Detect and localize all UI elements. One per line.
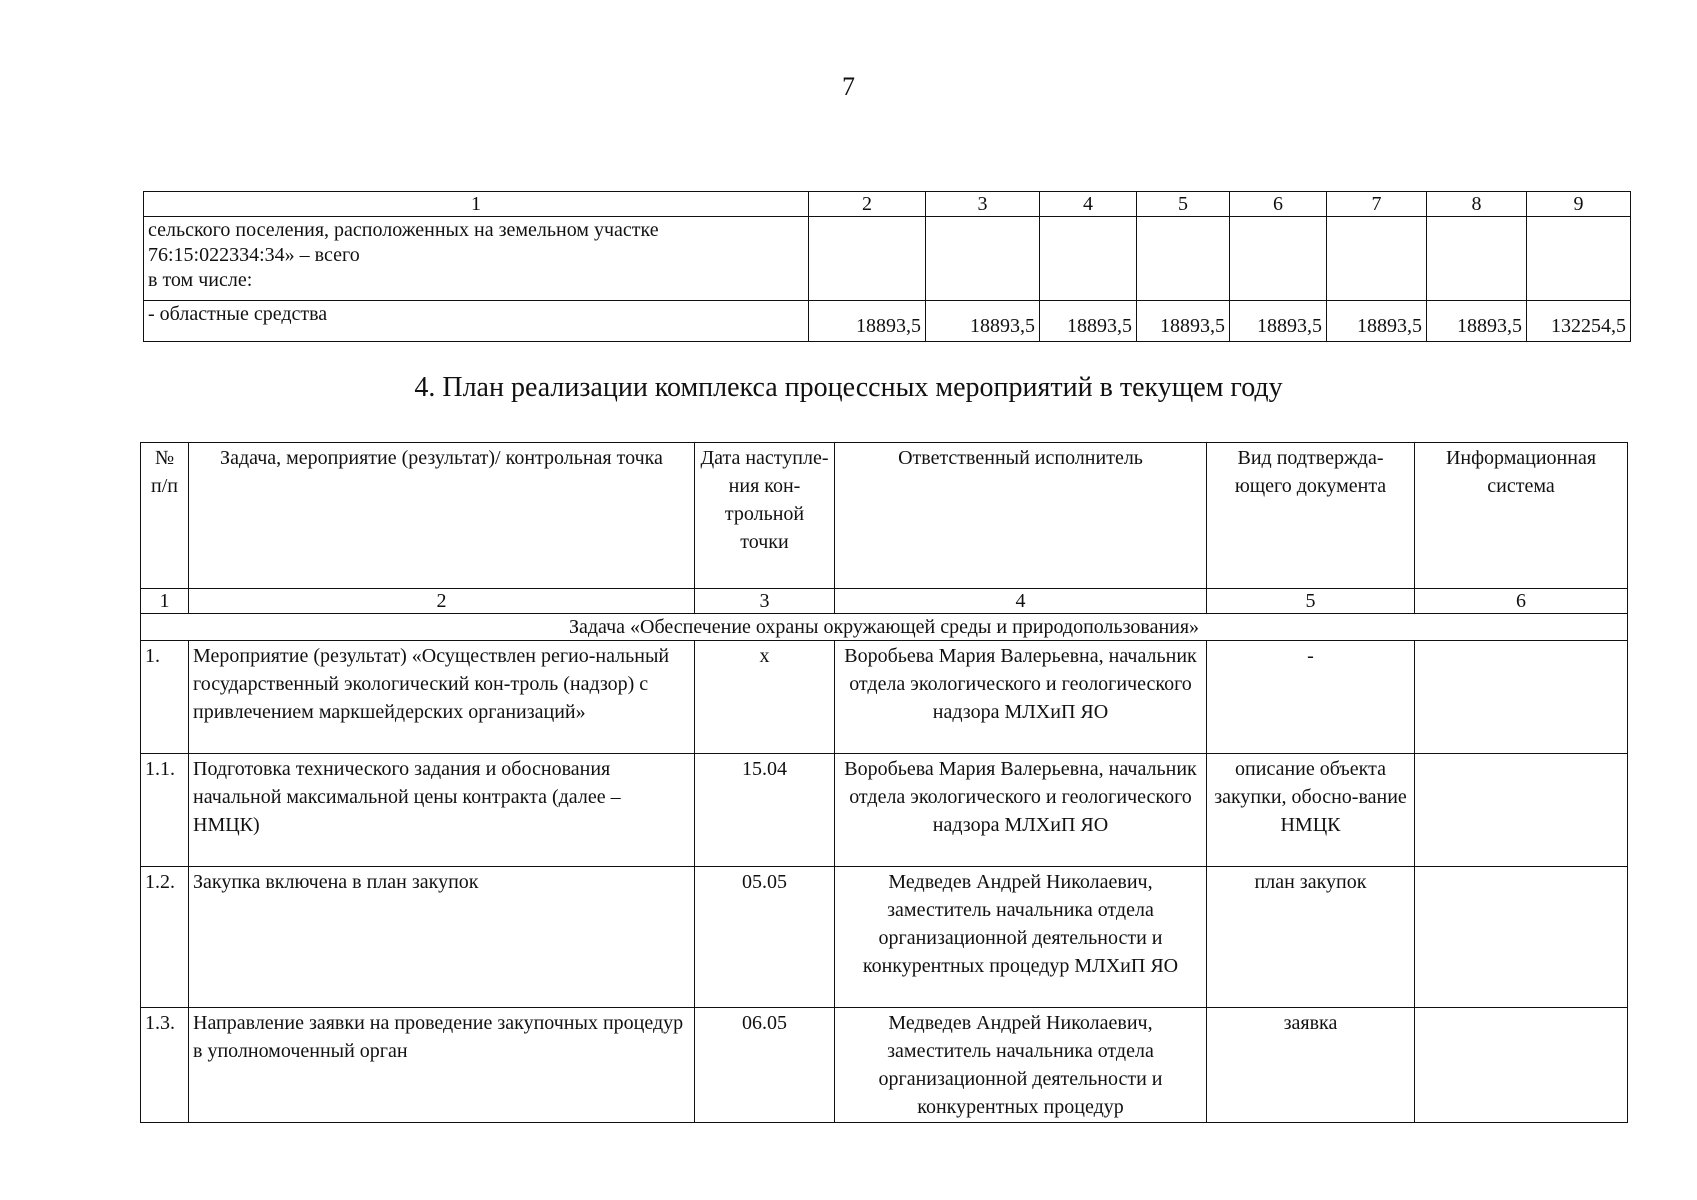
row-date: 15.04 xyxy=(695,754,835,867)
row-responsible: Медведев Андрей Николаевич, заместитель начальника отдела организационной деятельности и конкурентных процедур МЛХиП ЯО xyxy=(835,867,1207,1008)
funding-value: 18893,5 xyxy=(1137,301,1230,342)
empty-cell xyxy=(1040,217,1137,301)
header-cell: 6 xyxy=(1230,192,1327,217)
funding-label: - областные средства xyxy=(144,301,809,342)
row-task: Мероприятие (результат) «Осуществлен регио-нальный государственный экологический кон-троль (надзор) с привлечением маркшейдерских организаций» xyxy=(189,641,695,754)
plan-row xyxy=(141,867,1628,1008)
funding-value: 18893,5 xyxy=(926,301,1040,342)
section-title: 4. План реализации комплекса процессных мероприятий в текущем году xyxy=(414,372,1283,403)
header-cell: 3 xyxy=(926,192,1040,217)
empty-cell xyxy=(1137,217,1230,301)
column-number: 6 xyxy=(1415,589,1628,614)
row-num: 1.2. xyxy=(141,867,189,1008)
funding-value: 18893,5 xyxy=(1230,301,1327,342)
header-task: Задача, мероприятие (результат)/ контрольная точка xyxy=(189,443,695,589)
header-system: Информационная система xyxy=(1415,443,1628,589)
header-cell: 2 xyxy=(809,192,926,217)
description-line: 76:15:022334:34» – всего xyxy=(148,244,360,266)
header-cell: 9 xyxy=(1527,192,1631,217)
header-cell: 8 xyxy=(1427,192,1527,217)
header-date: Дата наступле-ния кон-трольной точки xyxy=(695,443,835,589)
row-date: х xyxy=(695,641,835,754)
empty-cell xyxy=(1327,217,1427,301)
row-num: 1.1. xyxy=(141,754,189,867)
plan-row xyxy=(141,754,1628,867)
row-task: Закупка включена в план закупок xyxy=(189,867,695,1008)
row-responsible: Воробьева Мария Валерьевна, начальник отдела экологического и геологического надзора МЛХиП ЯО xyxy=(835,754,1207,867)
plan-row xyxy=(141,641,1628,754)
empty-cell xyxy=(809,217,926,301)
row-num: 1. xyxy=(141,641,189,754)
column-number: 5 xyxy=(1207,589,1415,614)
column-number: 2 xyxy=(189,589,695,614)
header-cell: 7 xyxy=(1327,192,1427,217)
row-system xyxy=(1415,867,1628,1008)
row-date: 05.05 xyxy=(695,867,835,1008)
row-system xyxy=(1415,1008,1628,1123)
empty-cell xyxy=(1230,217,1327,301)
funding-value: 18893,5 xyxy=(1327,301,1427,342)
row-date: 06.05 xyxy=(695,1008,835,1123)
description-row xyxy=(144,217,1631,301)
funding-table-header-row xyxy=(144,192,1631,217)
row-doc: план закупок xyxy=(1207,867,1415,1008)
empty-cell xyxy=(1427,217,1527,301)
task-title-row xyxy=(141,614,1628,641)
funding-value: 18893,5 xyxy=(809,301,926,342)
page-number: 7 xyxy=(842,72,855,101)
description-line: в том числе: xyxy=(148,269,253,291)
plan-table xyxy=(140,442,1628,1123)
header-doc: Вид подтвержда-ющего документа xyxy=(1207,443,1415,589)
header-cell: 1 xyxy=(144,192,809,217)
row-responsible: Медведев Андрей Николаевич, заместитель начальника отдела организационной деятельности и конкурентных процедур xyxy=(835,1008,1207,1123)
row-doc: - xyxy=(1207,641,1415,754)
funding-table xyxy=(143,191,1631,342)
row-system xyxy=(1415,641,1628,754)
row-doc: заявка xyxy=(1207,1008,1415,1123)
row-doc: описание объекта закупки, обосно-вание НМЦК xyxy=(1207,754,1415,867)
description-cell xyxy=(144,217,809,301)
header-cell: 4 xyxy=(1040,192,1137,217)
funding-value: 18893,5 xyxy=(1427,301,1527,342)
task-title: Задача «Обеспечение охраны окружающей среды и природопользования» xyxy=(141,614,1628,641)
row-system xyxy=(1415,754,1628,867)
empty-cell xyxy=(1527,217,1631,301)
column-number: 4 xyxy=(835,589,1207,614)
row-responsible: Воробьева Мария Валерьевна, начальник отдела экологического и геологического надзора МЛХиП ЯО xyxy=(835,641,1207,754)
row-num: 1.3. xyxy=(141,1008,189,1123)
empty-cell xyxy=(926,217,1040,301)
column-number: 1 xyxy=(141,589,189,614)
funding-total: 132254,5 xyxy=(1527,301,1631,342)
header-cell: 5 xyxy=(1137,192,1230,217)
column-number: 3 xyxy=(695,589,835,614)
header-responsible: Ответственный исполнитель xyxy=(835,443,1207,589)
row-task: Подготовка технического задания и обоснования начальной максимальной цены контракта (далее – НМЦК) xyxy=(189,754,695,867)
funding-value: 18893,5 xyxy=(1040,301,1137,342)
plan-table-header-row xyxy=(141,443,1628,589)
column-number-row xyxy=(141,589,1628,614)
plan-row xyxy=(141,1008,1628,1123)
row-task: Направление заявки на проведение закупочных процедур в уполномоченный орган xyxy=(189,1008,695,1123)
description-line: сельского поселения, расположенных на земельном участке xyxy=(148,219,659,241)
funding-row xyxy=(144,301,1631,342)
header-num: № п/п xyxy=(141,443,189,589)
